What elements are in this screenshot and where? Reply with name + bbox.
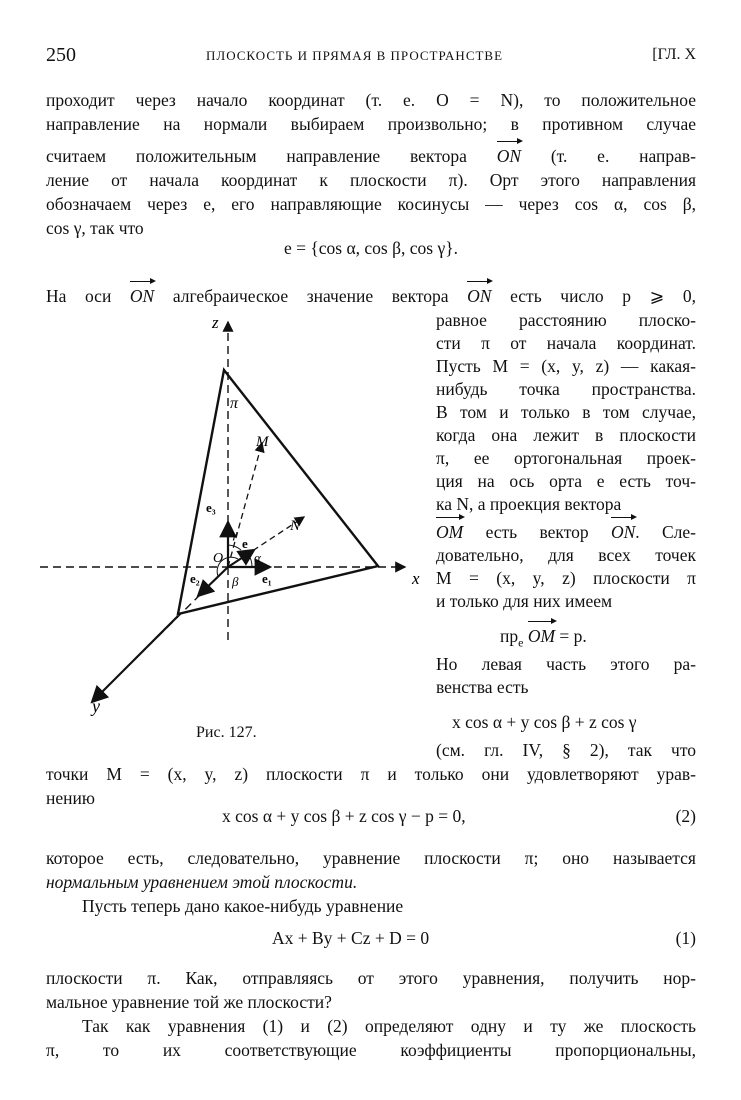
- label-gamma: γ: [232, 526, 238, 541]
- label-N: N: [290, 518, 301, 534]
- angle-gamma-arc: [228, 545, 241, 550]
- unit-vector-e2: [198, 567, 228, 596]
- running-title: ПЛОСКОСТЬ И ПРЯМАЯ В ПРОСТРАНСТВЕ: [206, 48, 504, 63]
- label-beta: β: [232, 574, 239, 589]
- text-line: которое есть, следовательно, уравнение плоскости π; оно называется: [46, 848, 696, 868]
- text-fragment: (т. е. направ-: [550, 146, 696, 166]
- subscript: e: [518, 635, 524, 650]
- text-line: (см. гл. IV, § 2), так что: [436, 740, 696, 760]
- text-line: нибудь точка пространства.: [436, 379, 696, 399]
- text-line: Так как уравнения (1) и (2) определяют одну и ту же плоскость: [82, 1016, 696, 1036]
- label-alpha: α: [254, 550, 261, 565]
- text-line: π, то их соответствующие коэффициенты пропорциональны,: [46, 1040, 696, 1060]
- plane-pi: [178, 370, 378, 614]
- vector-ON: ON: [496, 146, 522, 166]
- equation-1: Ax + By + Cz + D = 0: [272, 928, 430, 948]
- text-line: точки M = (x, y, z) плоскости π и только они удовлетворяют урав-: [46, 764, 696, 784]
- text-line: ка N, а проекция вектора: [436, 494, 622, 514]
- text-line: π, ее ортогональная проек-: [436, 448, 696, 468]
- page-number: 250: [46, 44, 76, 66]
- text-fragment: На оси: [46, 286, 112, 306]
- text-line: ление от начала координат к плоскости π). Орт этого направления: [46, 170, 696, 190]
- text-line: венства есть: [436, 677, 529, 697]
- label-y: y: [92, 696, 100, 716]
- text-line: Пусть теперь дано какое-нибудь уравнение: [82, 896, 404, 916]
- text-line: Пусть M = (x, y, z) — какая-: [436, 356, 696, 376]
- label-x: x: [412, 569, 420, 588]
- page-header: [46, 44, 696, 68]
- text-line: равное расстоянию плоско-: [436, 310, 696, 330]
- y-axis: [92, 616, 178, 702]
- text-line: [46, 144, 696, 168]
- text-line: обозначаем через e, его направляющие косинусы — через cos α, cos β,: [46, 194, 696, 214]
- sum-expression: x cos α + y cos β + z cos γ: [452, 712, 637, 732]
- text-line: cos γ, так что: [46, 218, 144, 238]
- label-O: O: [213, 551, 224, 566]
- vector-OM: OM: [436, 522, 464, 542]
- text-line-italic: нормальным уравнением этой плоскости.: [46, 872, 358, 892]
- text-line: ция на ось орта e есть точ-: [436, 471, 696, 491]
- label-e2: e₂: [190, 571, 200, 586]
- text-fragment: есть число p ⩾ 0,: [510, 286, 696, 306]
- text-line: направление на нормали выбираем произвольно; в противном случае: [46, 114, 696, 134]
- angle-alpha-arc: [248, 554, 252, 567]
- text-fragment: = p.: [559, 626, 587, 646]
- label-M: M: [256, 434, 269, 450]
- text-line: нению: [46, 788, 95, 808]
- figure-127: [20, 300, 440, 740]
- text-line: сти π от начала координат.: [436, 333, 696, 353]
- equation-2: x cos α + y cos β + z cos γ − p = 0,: [222, 806, 466, 826]
- text-line: M = (x, y, z) плоскости π: [436, 568, 696, 588]
- text-fragment: . Сле-: [635, 522, 696, 542]
- chapter-label: [ГЛ. X: [652, 46, 696, 63]
- text-line: В том и только в том случае,: [436, 402, 696, 422]
- vector-OM: OM: [527, 626, 556, 646]
- vector-ON: ON: [129, 286, 155, 306]
- figure-caption: Рис. 127.: [196, 724, 257, 741]
- equation-number: (2): [675, 806, 696, 826]
- label-pi: π: [230, 395, 239, 412]
- text-fragment: есть вектор: [485, 522, 589, 542]
- text-fragment: алгебраическое значение вектора: [172, 286, 449, 306]
- text-line: и только для них имеем: [436, 591, 613, 611]
- text-line: плоскости π. Как, отправляясь от этого уравнения, получить нор-: [46, 968, 696, 988]
- vector-ON: ON: [467, 286, 492, 306]
- equation-number: (1): [675, 928, 696, 948]
- text-fragment: пр: [500, 626, 519, 646]
- text-line: проходит через начало координат (т. е. O = N), то положительное: [46, 90, 696, 110]
- equation-e: e = {cos α, cos β, cos γ}.: [284, 238, 458, 258]
- projection-equation: [500, 624, 700, 655]
- text-fragment: считаем положительным направление вектора: [46, 146, 467, 166]
- text-line: когда она лежит в плоскости: [436, 425, 696, 445]
- vector-ON: ON: [610, 522, 636, 542]
- text-line: Но левая часть этого ра-: [436, 654, 696, 674]
- label-z: z: [212, 313, 219, 332]
- text-line: [436, 520, 696, 544]
- text-line: довательно, для всех точек: [436, 545, 696, 565]
- text-line: мальное уравнение той же плоскости?: [46, 992, 332, 1012]
- label-e: e: [242, 536, 248, 551]
- label-e1: e₁: [262, 571, 272, 586]
- label-e3: e₃: [206, 500, 216, 515]
